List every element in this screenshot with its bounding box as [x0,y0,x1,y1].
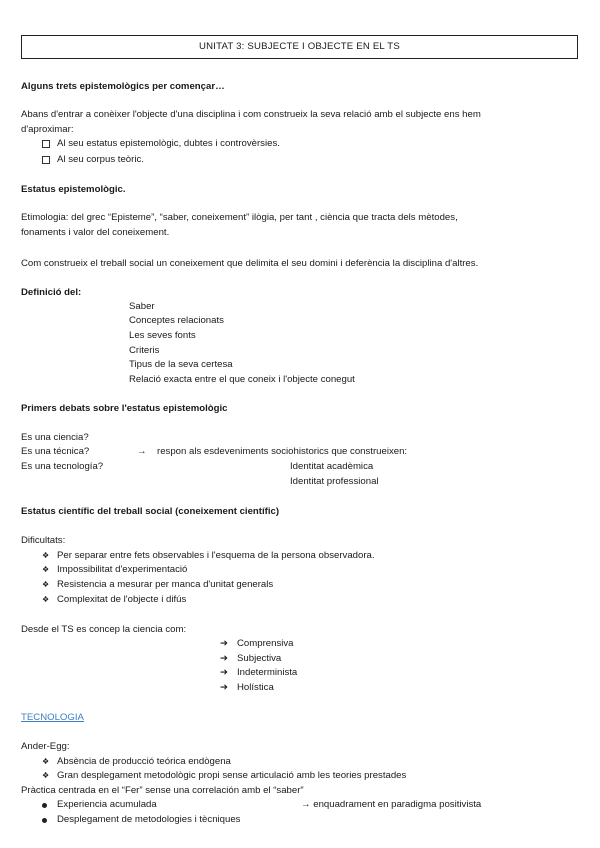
dificultat-item: Impossibilitat d'experimentació [57,564,188,575]
diamond-bullet-icon: ❖ [42,595,50,604]
ander-egg-label: Ander-Egg: [21,741,70,752]
definicio-heading: Definició del: [21,287,82,298]
etimologia-line2: fonaments i valor del coneixement. [21,227,170,238]
arrow-right-icon: ➔ [220,682,229,693]
definicio-item: Les seves fonts [129,330,196,341]
debats-respon: respon als esdeveniments sociohistorics que construeixen: [157,446,408,457]
ciencia-item: Comprensiva [237,638,294,649]
estatus-heading: Estatus epistemològic. [21,184,126,195]
diamond-bullet-icon: ❖ [42,757,50,766]
debats-question-tecnica: Es una técnica? [21,446,90,457]
debats-heading: Primers debats sobre l'estatus epistemològic [21,403,228,414]
practica-text: Pràctica centrada en el “Fer” sense una correlación amb el “saber” [21,785,304,796]
dificultat-item: Resistencia a mesurar per manca d'unitat generals [57,579,274,590]
ciencia-item: Subjectiva [237,653,282,664]
intro-paragraph-line1: Abans d'entrar a conèixer l'objecte d'una disciplina i com construeix la seva relació amb el subjecte ens hem [21,109,481,120]
diamond-bullet-icon: ❖ [42,551,50,560]
debats-question-ciencia: Es una ciencia? [21,432,89,443]
diamond-bullet-icon: ❖ [42,565,50,574]
dificultat-item: Per separar entre fets observables i l'esquema de la persona observadora. [57,550,375,561]
bullet-dot-icon [42,803,47,808]
checklist-item-corpus: Al seu corpus teòric. [57,154,144,165]
practica-bullet-metodologies: Desplegament de metodologies i tècniques [57,814,241,825]
checkbox-corpus[interactable] [42,156,50,164]
page-title: UNITAT 3: SUBJECTE I OBJECTE EN EL TS [21,35,578,59]
identitat-professional: Identitat professional [290,476,379,487]
identitat-academica: Identitat acadèmica [290,461,374,472]
checklist-item-estatus: Al seu estatus epistemològic, dubtes i controvèrsies. [57,138,280,149]
bullet-dot-icon [42,818,47,823]
ciencia-item: Holística [237,682,274,693]
arrow-right-icon: ➔ [220,638,229,649]
positivista-note: → enquadrament en paradigma positivista [301,799,482,810]
debats-question-tecnologia: Es una tecnología? [21,461,104,472]
definicio-item: Saber [129,301,155,312]
definicio-item: Criteris [129,345,160,356]
diamond-bullet-icon: ❖ [42,771,50,780]
ander-item: Absència de producció teórica endògena [57,756,231,767]
intro-heading: Alguns trets epistemològics per començar… [21,81,225,92]
construeix-paragraph: Com construeix el treball social un coneixement que delimita el seu domini i deferència la disciplina d'altres. [21,258,479,269]
definicio-item: Relació exacta entre el que coneix i l'objecte conegut [129,374,355,385]
checkbox-estatus[interactable] [42,140,50,148]
ciencia-item: Indeterminista [237,667,298,678]
dificultats-label: Dificultats: [21,535,66,546]
definicio-item: Tipus de la seva certesa [129,359,233,370]
tecnologia-link[interactable]: TECNOLOGIA [21,712,84,723]
etimologia-line1: Etimologia: del grec “Episteme”, “saber, coneixement” ilògia, per tant , ciència que tracta dels mètodes, [21,212,458,223]
intro-paragraph-line2: d'aproximar: [21,124,74,135]
arrow-right-icon: ➔ [220,653,229,664]
arrow-icon: → [137,446,147,457]
ander-item: Gran desplegament metodològic propi sense articulació amb les teories prestades [57,770,407,781]
arrow-right-icon: ➔ [220,667,229,678]
practica-bullet-experiencia: Experiencia acumulada [57,799,157,810]
cientific-heading: Estatus científic del treball social (coneixement científic) [21,506,280,517]
dificultat-item: Complexitat de l'objecte i difús [57,594,187,605]
desde-ts-text: Desde el TS es concep la ciencia com: [21,624,187,635]
diamond-bullet-icon: ❖ [42,580,50,589]
definicio-item: Conceptes relacionats [129,315,224,326]
